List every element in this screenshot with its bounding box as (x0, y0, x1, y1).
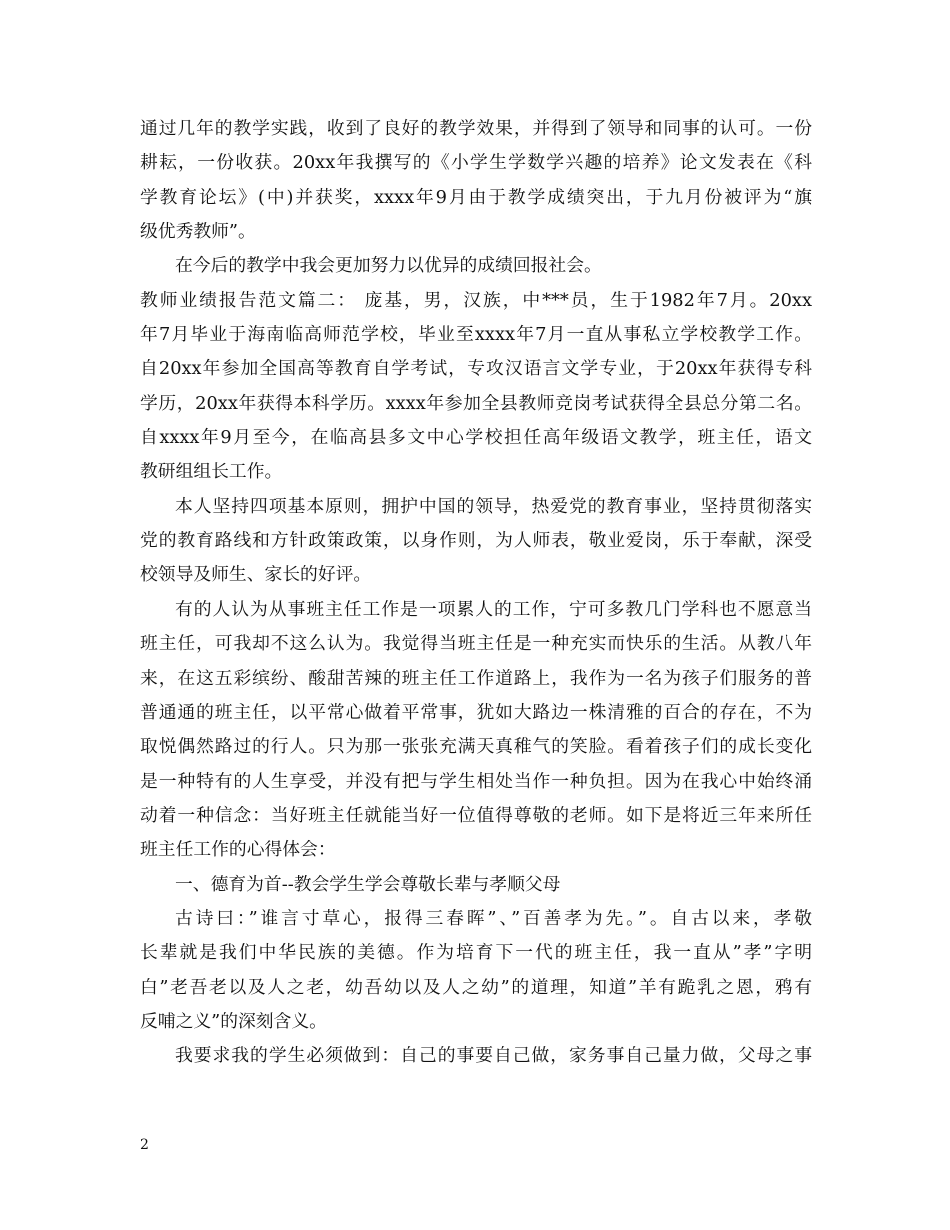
text-line: 自20xx年参加全国高等教育自学考试，专攻汉语言文学专业，于20xx年获得专科 (140, 358, 812, 380)
text-line: 长辈就是我们中华民族的美德。作为培育下一代的班主任，我一直从”孝”字明 (140, 942, 812, 964)
paragraph-start-line: 古诗曰：”谁言寸草心，报得三春晖”、”百善孝为先。”。自古以来，孝敬 (175, 907, 812, 929)
text-line: 取悦偶然路过的行人。只为那一张张充满天真稚气的笑脸。看着孩子们的成长变化 (140, 736, 812, 758)
text-line: 来，在这五彩缤纷、酸甜苦辣的班主任工作道路上，我作为一名为孩子们服务的普 (140, 667, 812, 689)
text-line: 自xxxx年9月至今，在临高县多文中心学校担任高年级语文教学，班主任，语文 (140, 427, 812, 449)
text-line: 通过几年的教学实践，收到了良好的教学效果，并得到了领导和同事的认可。一份 (140, 118, 812, 139)
text-line: 是一种特有的人生享受，并没有把与学生相处当作一种负担。因为在我心中始终涌 (140, 770, 812, 792)
paragraph-start-line: 有的人认为从事班主任工作是一项累人的工作，宁可多教几门学科也不愿意当 (175, 598, 812, 620)
text-line: 校领导及师生、家长的好评。 (140, 564, 372, 586)
page-number: 2 (140, 1137, 149, 1153)
document-body (140, 112, 812, 1074)
text-line: 学教育论坛》(中)并获奖，xxxx年9月由于教学成绩突出，于九月份被评为“旗 (140, 186, 812, 208)
text-line: 耕耘，一份收获。20xx年我撰写的《小学生学数学兴趣的培养》论文发表在《科 (140, 152, 812, 174)
paragraph-start-line: 我要求我的学生必须做到：自己的事要自己做，家务事自己量力做，父母之事 (175, 1045, 812, 1067)
text-line: 教研组组长工作。 (140, 461, 283, 483)
text-line: 级优秀教师”。 (140, 221, 256, 243)
text-line: 反哺之义”的深刻含义。 (140, 1010, 327, 1032)
paragraph-start-line: 在今后的教学中我会更加努力以优异的成绩回报社会。 (175, 255, 602, 277)
subheading-line: 一、德育为首--教会学生学会尊敬长辈与孝顺父母 (175, 873, 561, 895)
section-heading-line: 教师业绩报告范文篇二： 庞基，男，汉族，中***员，生于1982年7月。20xx (140, 289, 812, 311)
text-line: 普通通的班主任，以平常心做着平常事，犹如大路边一株清雅的百合的存在，不为 (140, 701, 812, 723)
text-line: 班主任，可我却不这么认为。我觉得当班主任是一种充实而快乐的生活。从教八年 (140, 633, 812, 655)
text-line: 班主任工作的心得体会： (140, 839, 336, 861)
text-line: 白”老吾老以及人之老，幼吾幼以及人之幼”的道理，知道”羊有跪乳之恩，鸦有 (140, 976, 812, 998)
text-line: 动着一种信念：当好班主任就能当好一位值得尊敬的老师。如下是将近三年来所任 (140, 804, 812, 826)
text-line: 学历，20xx年获得本科学历。xxxx年参加全县教师竞岗考试获得全县总分第二名。 (140, 392, 812, 414)
text-line: 党的教育路线和方针政策政策，以身作则，为人师表，敬业爱岗，乐于奉献，深受 (140, 530, 812, 552)
text-line: 年7月毕业于海南临高师范学校，毕业至xxxx年7月一直从事私立学校教学工作。 (140, 324, 812, 346)
paragraph-start-line: 本人坚持四项基本原则，拥护中国的领导，热爱党的教育事业，坚持贯彻落实 (175, 495, 812, 517)
